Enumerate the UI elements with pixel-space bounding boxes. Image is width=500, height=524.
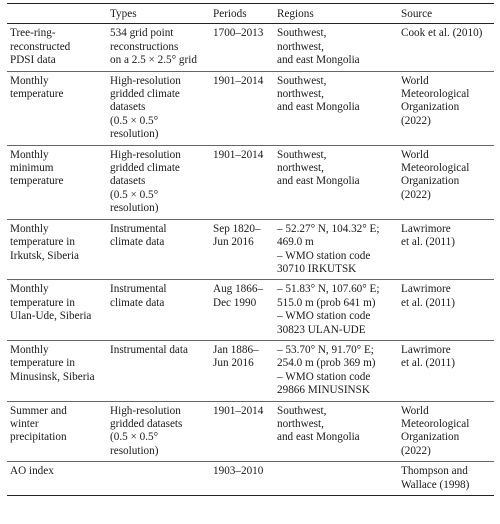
cell-variable: Monthly minimum temperature — [7, 145, 107, 219]
table-body — [7, 24, 494, 496]
cell-variable: AO index — [7, 462, 107, 496]
cell-source: World Meteorological Organization (2022) — [398, 401, 494, 462]
table-row — [7, 71, 494, 145]
table-header — [7, 4, 494, 24]
cell-source: Thompson and Wallace (1998) — [398, 462, 494, 496]
cell-period: 1901–2014 — [210, 71, 274, 145]
header-types: Types — [107, 4, 210, 24]
header-regions: Regions — [274, 4, 398, 24]
cell-period: Aug 1866– Dec 1990 — [210, 280, 274, 341]
cell-type: Instrumental climate data — [107, 219, 210, 280]
cell-type: 534 grid point reconstructions on a 2.5 × 2.5° grid — [107, 24, 210, 71]
cell-source: Cook et al. (2010) — [398, 24, 494, 71]
cell-source: World Meteorological Organization (2022) — [398, 71, 494, 145]
cell-period: 1901–2014 — [210, 401, 274, 462]
table-row — [7, 24, 494, 71]
cell-region: – 51.83° N, 107.60° E; 515.0 m (prob 641 m) – WMO station code 30823 ULAN-UDE — [274, 280, 398, 341]
header-variable — [7, 4, 107, 24]
table-row — [7, 462, 494, 496]
table-row — [7, 280, 494, 341]
cell-region: – 52.27° N, 104.32° E; 469.0 m – WMO station code 30710 IRKUTSK — [274, 219, 398, 280]
cell-region — [274, 462, 398, 496]
cell-source: Lawrimore et al. (2011) — [398, 219, 494, 280]
cell-period: Sep 1820– Jun 2016 — [210, 219, 274, 280]
cell-variable: Monthly temperature in Irkutsk, Siberia — [7, 219, 107, 280]
data-sources-table — [7, 3, 494, 496]
cell-period: 1903–2010 — [210, 462, 274, 496]
cell-region: Southwest, northwest, and east Mongolia — [274, 71, 398, 145]
cell-type: Instrumental climate data — [107, 280, 210, 341]
cell-variable: Tree-ring- reconstructed PDSI data — [7, 24, 107, 71]
table-row — [7, 219, 494, 280]
cell-type — [107, 462, 210, 496]
cell-variable: Monthly temperature in Ulan-Ude, Siberia — [7, 280, 107, 341]
cell-source: World Meteorological Organization (2022) — [398, 145, 494, 219]
cell-period: Jan 1886– Jun 2016 — [210, 340, 274, 401]
cell-region: Southwest, northwest, and east Mongolia — [274, 145, 398, 219]
cell-source: Lawrimore et al. (2011) — [398, 280, 494, 341]
table-row — [7, 340, 494, 401]
cell-region: Southwest, northwest, and east Mongolia — [274, 401, 398, 462]
table-row — [7, 401, 494, 462]
cell-variable: Monthly temperature — [7, 71, 107, 145]
cell-type: High-resolution gridded climate datasets (0.5 × 0.5° resolution) — [107, 71, 210, 145]
cell-source: Lawrimore et al. (2011) — [398, 340, 494, 401]
header-row — [7, 4, 494, 24]
cell-variable: Monthly temperature in Minusinsk, Siberia — [7, 340, 107, 401]
cell-variable: Summer and winter precipitation — [7, 401, 107, 462]
header-source: Source — [398, 4, 494, 24]
cell-type: High-resolution gridded datasets (0.5 × 0.5° resolution) — [107, 401, 210, 462]
cell-period: 1700–2013 — [210, 24, 274, 71]
cell-period: 1901–2014 — [210, 145, 274, 219]
header-periods: Periods — [210, 4, 274, 24]
cell-type: Instrumental data — [107, 340, 210, 401]
cell-type: High-resolution gridded climate datasets (0.5 × 0.5° resolution) — [107, 145, 210, 219]
table-row — [7, 145, 494, 219]
cell-region: Southwest, northwest, and east Mongolia — [274, 24, 398, 71]
cell-region: – 53.70° N, 91.70° E; 254.0 m (prob 369 m) – WMO station code 29866 MINUSINSK — [274, 340, 398, 401]
